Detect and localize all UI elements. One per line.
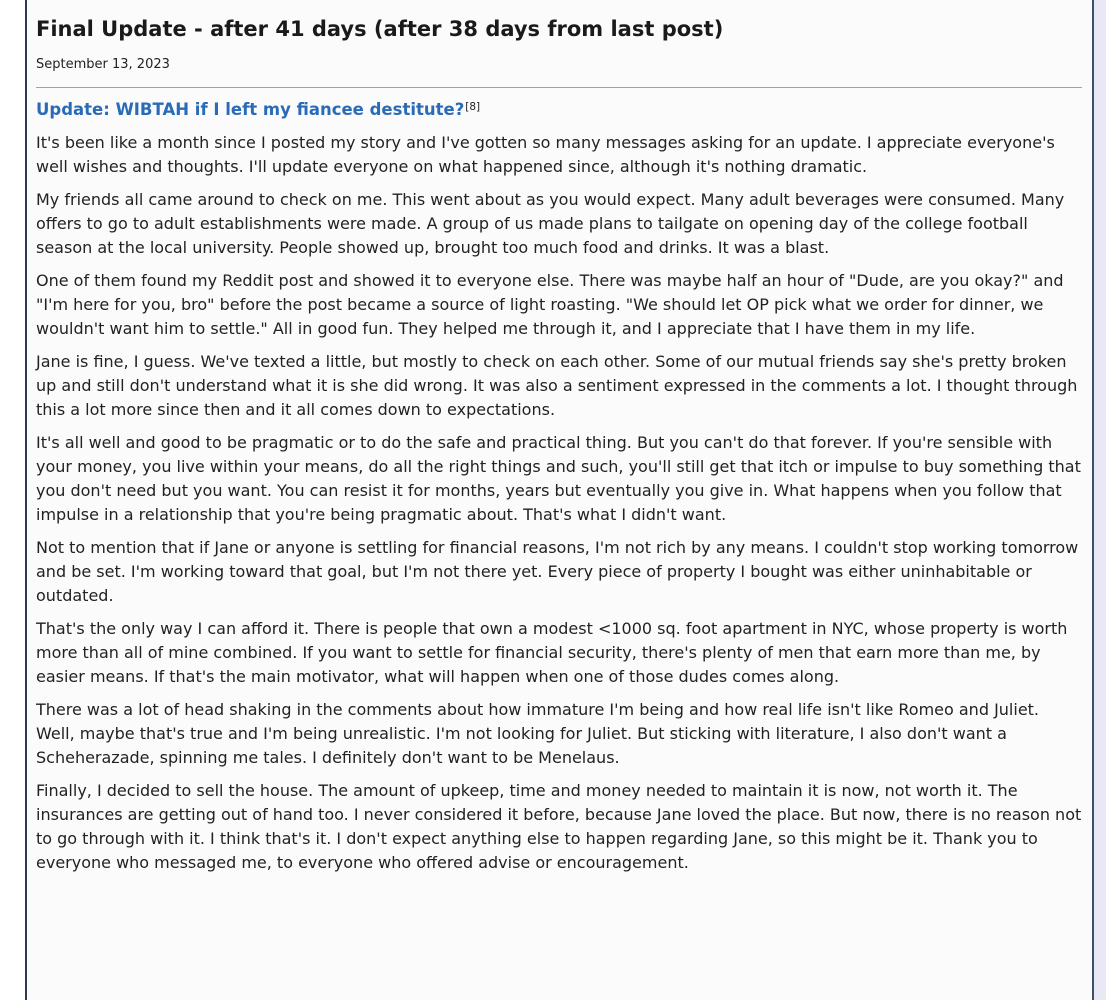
post-paragraph: There was a lot of head shaking in the comments about how immature I'm being and how real life isn't like Romeo and Juliet. Well, maybe that's true and I'm being unrealistic. I'm not looking for Juliet. But sticking with literature, I also don't want a Scheherazade, spinning me tales. I definitely don't want to be Menelaus. — [36, 700, 1040, 767]
post-link-heading — [36, 100, 1082, 122]
post-title-link[interactable]: Update: WIBTAH if I left my fiancee destitute? — [36, 100, 465, 119]
post-paragraph: That's the only way I can afford it. There is people that own a modest <1000 sq. foot apartment in NYC, whose property is worth more than all of mine combined. If you want to settle for financial security, there's plenty of men that earn more than me, by easier means. If that's the main motivator, what will happen when one of those dudes comes along. — [36, 619, 1068, 686]
footnote-ref: [8] — [465, 100, 481, 113]
post-paragraph: Finally, I decided to sell the house. The amount of upkeep, time and money needed to maintain it is now, not worth it. The insurances are getting out of hand too. I never considered it before, because Jane loved the place. But now, there is no reason not to go through with it. I think that's it. I don't expect anything else to happen regarding Jane, so this might be it. Thank you to everyone who messaged me, to everyone who offered advise or encouragement. — [36, 781, 1082, 872]
post-paragraph: It's been like a month since I posted my story and I've gotten so many messages asking for an update. I appreciate everyone's well wishes and thoughts. I'll update everyone on what happened since, although it's nothing dramatic. — [36, 133, 1055, 176]
divider — [36, 87, 1082, 88]
post-date: September 13, 2023 — [36, 57, 170, 72]
post-paragraph: Jane is fine, I guess. We've texted a little, but mostly to check on each other. Some of our mutual friends say she's pretty broken up and still don't understand what it is she did wrong. It was also a sentiment expressed in the comments a lot. I thought through this a lot more since then and it all comes down to expectations. — [36, 352, 1078, 419]
post-paragraph: One of them found my Reddit post and showed it to everyone else. There was maybe half an hour of "Dude, are you okay?" and "I'm here for you, bro" before the post became a source of light roasting. "We should let OP pick what we order for dinner, we wouldn't want him to settle." All in good fun. They helped me through it, and I appreciate that I have them in my life. — [36, 271, 1064, 338]
post-container — [25, 0, 1094, 1000]
post-paragraph: It's all well and good to be pragmatic or to do the safe and practical thing. But you can't do that forever. If you're sensible with your money, you live within your means, do all the right things and such, you'll still get that itch or impulse to buy something that you don't need but you want. You can resist it for months, years but eventually you give in. What happens when you follow that impulse in a relationship that you're being pragmatic about. That's what I didn't want. — [36, 433, 1081, 524]
outer-background — [1094, 0, 1106, 1000]
post-paragraph: Not to mention that if Jane or anyone is settling for financial reasons, I'm not rich by any means. I couldn't stop working tomorrow and be set. I'm working toward that goal, but I'm not there yet. Every piece of property I bought was either uninhabitable or outdated. — [36, 538, 1079, 605]
post-paragraph: My friends all came around to check on me. This went about as you would expect. Many adult beverages were consumed. Many offers to go to adult establishments were made. A group of us made plans to tailgate on opening day of the college football season at the local university. People showed up, brought too much food and drinks. It was a blast. — [36, 190, 1065, 257]
post-body — [36, 131, 1082, 875]
page-title: Final Update - after 41 days (after 38 days from last post) — [36, 17, 724, 41]
